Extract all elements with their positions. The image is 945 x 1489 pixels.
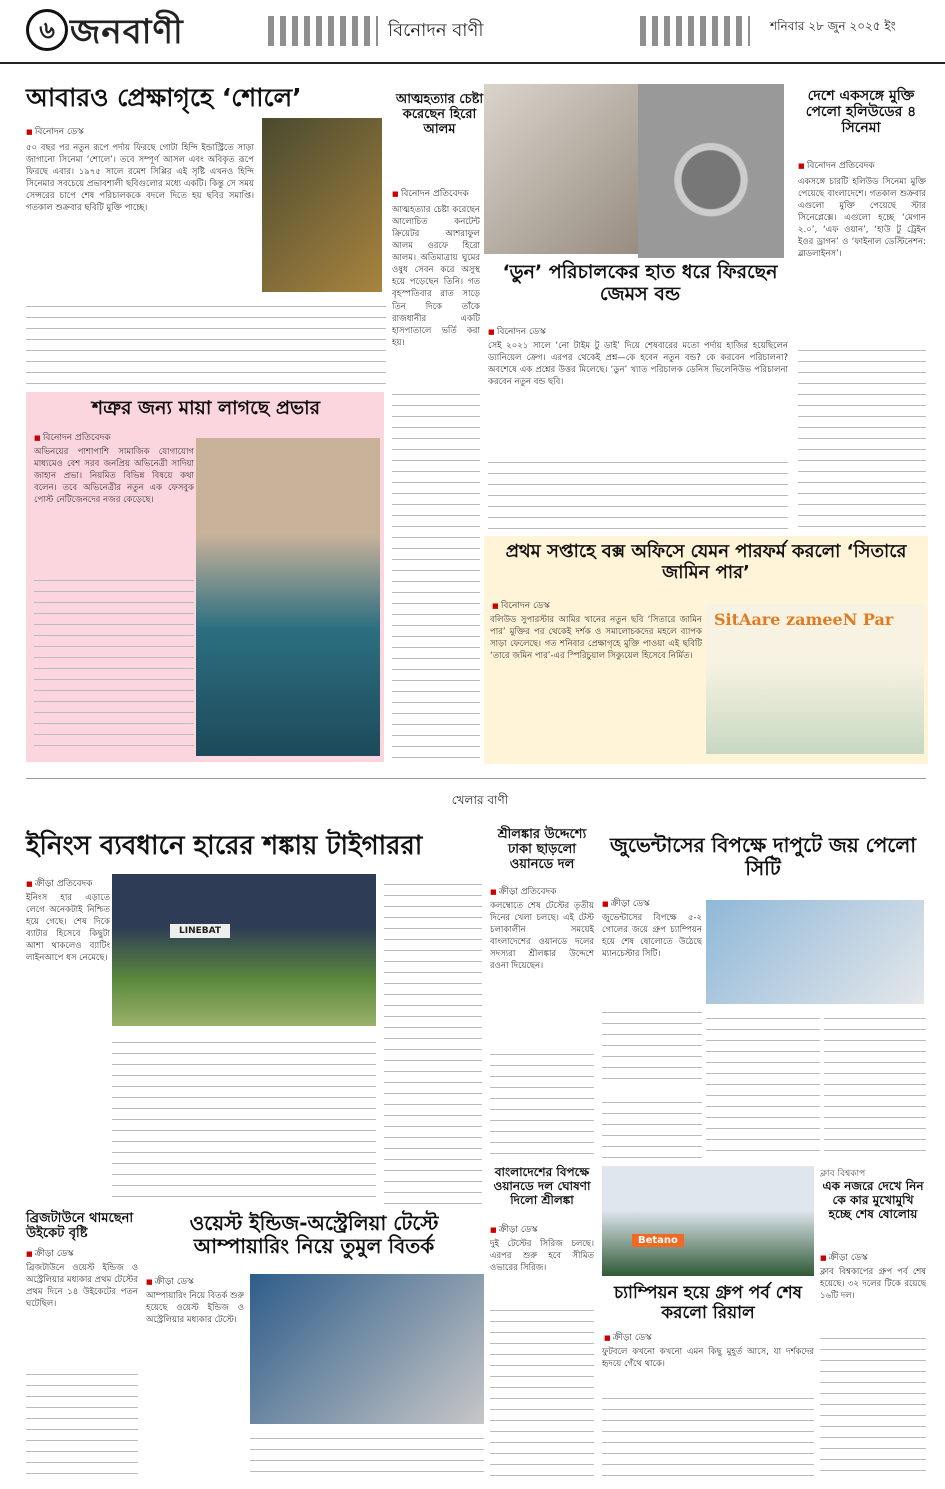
byline: ■ বিনোদন ডেস্ক bbox=[26, 124, 84, 139]
headline-real: চ্যাম্পিয়ন হয়ে গ্রুপ পর্ব শেষ করলো রিয়াল bbox=[613, 1283, 803, 1323]
kicker: ক্লাব বিশ্বকাপ bbox=[820, 1169, 866, 1179]
issue-date: শনিবার ২৮ জুন ২০২৫ ইং bbox=[770, 19, 896, 33]
headline-sitaare: প্রথম সপ্তাহে বক্স অফিসে যেমন পারফর্ম করলো ‘সিতারে জামিন পার’ bbox=[505, 541, 907, 583]
article-body-continued bbox=[488, 452, 788, 532]
article-body: বলিউড সুপারস্টার আমির খানের নতুন ছবি ‘সিতারে জামিন পার’ মুক্তির পর থেকেই দর্শক ও সমালোচকদের মহলে ব্যাপক সাড়া ফেলেছে। গত শনিবার প্রেক্ষাগৃহে মুক্তি পাওয়া এই ছবিটি ‘তারে জমিন পার’-এর স্পিরিচুয়াল সিক্যুয়েল হিসেবে নির্মিত। bbox=[490, 615, 702, 662]
filmstrip-icon bbox=[640, 16, 750, 46]
byline: ■ বিনোদন ডেস্ক bbox=[492, 598, 550, 613]
headline-james-bond: ‘ডুন’ পরিচালকের হাত ধরে ফিরছেন জেমস বন্ড bbox=[502, 261, 778, 305]
article-body: কলম্বোতে শেষ টেস্টের তৃতীয় দিনের খেলা চলছে। এই টেস্ট চলাকালীন সময়েই বাংলাদেশের ওয়ানডে দলের সদস্যরা শ্রীলঙ্কার উদ্দেশে রওনা দিয়েছেন। bbox=[490, 901, 594, 972]
umpire-photo bbox=[250, 1274, 484, 1424]
byline: ■ ক্রীড়া ডেস্ক bbox=[490, 1222, 538, 1237]
sholay-photo bbox=[262, 118, 382, 292]
article-body-continued bbox=[34, 570, 194, 756]
article-body-continued bbox=[602, 1388, 814, 1476]
headline-hollywood: দেশে একসঙ্গে মুক্তি পেলো হলিউডের ৪ সিনেমা bbox=[805, 88, 917, 137]
cricket-photo bbox=[112, 874, 376, 1026]
article-body-continued bbox=[112, 1032, 376, 1206]
byline: ■ বিনোদন ডেস্ক bbox=[488, 324, 546, 339]
article-body-continued bbox=[706, 1008, 820, 1158]
byline: ■ বিনোদন প্রতিবেদক bbox=[34, 430, 111, 445]
byline: ■ ক্রীড়া ডেস্ক bbox=[146, 1274, 194, 1289]
article-body: ক্লাব বিশ্বকাপের গ্রুপ পর্ব শেষ হয়েছে। ৩২ দলের টিকে রয়েছে ১৬টি দল। bbox=[820, 1267, 926, 1302]
byline: ■ ক্রীড়া প্রতিবেদক bbox=[490, 884, 557, 899]
real-madrid-photo bbox=[602, 1166, 814, 1276]
article-body-continued bbox=[26, 1364, 138, 1476]
headline-srilanka-departure: শ্রীলঙ্কার উদ্দেশ্যে ঢাকা ছাড়লো ওয়ানডে দল bbox=[497, 827, 587, 872]
headline-hero-alom: আত্মহত্যার চেষ্টা করেছেন হিরো আলম bbox=[395, 92, 484, 137]
divider bbox=[26, 778, 926, 779]
prova-photo bbox=[196, 438, 380, 756]
james-bond-collage bbox=[638, 84, 784, 258]
article-body-continued bbox=[250, 1428, 484, 1476]
article-body-continued bbox=[602, 1092, 702, 1158]
article-body-continued bbox=[384, 874, 482, 1206]
article-body: ফুটবলে কখনো কখনো এমন কিছু মুহূর্ত আসে, যা দর্শকদের হৃদয়ে গেঁথে থাকে। bbox=[602, 1347, 814, 1370]
byline: ■ বিনোদন প্রতিবেদক bbox=[392, 186, 469, 201]
article-body-continued bbox=[824, 1008, 926, 1158]
article-body: দুই টেস্টের সিরিজ চলছে। এরপর শুরু হবে সীমিত ওভারের সিরিজ। bbox=[490, 1239, 594, 1274]
article-body-continued bbox=[602, 1002, 702, 1088]
byline: ■ বিনোদন প্রতিবেদক bbox=[798, 158, 875, 173]
article-body-continued bbox=[490, 1044, 594, 1160]
byline: ■ ক্রীড়া ডেস্ক bbox=[820, 1250, 868, 1265]
section-title: বিনোদন বাণী bbox=[388, 20, 484, 41]
headline-tigers: ইনিংস ব্যবধানে হারের শঙ্কায় টাইগাররা bbox=[26, 831, 423, 861]
headline-prova: শত্রুর জন্য মায়া লাগছে প্রভার bbox=[91, 397, 321, 419]
article-body-continued bbox=[26, 296, 386, 384]
article-body: জুভেন্টাসের বিপক্ষে ৫-২ গোলের জয়ে গ্রুপ চ্যাম্পিয়ন হয়ে শেষ ষোলোতে উঠেছে ম্যানচেস্টার সিটি। bbox=[602, 913, 702, 960]
filmstrip-icon bbox=[268, 16, 378, 46]
article-body: সেই ২০২১ সালে ‘নো টাইম টু ডাই’ দিয়ে শেষবারের মতো পর্দায় হাজির হয়েছিলেন ড্যানিয়েল ক্রেগ। এরপর থেকেই প্রশ্ন—কে হবেন নতুন বন্ড? কে করবেন পরিচালনা? অবশেষে এক প্রশ্নের উত্তর মিলেছে। ‘ডুন’ খ্যাত পরিচালক ডেনিস ভিলেনিউভ পরিচালনা করবেন নতুন বন্ড ছবি। bbox=[488, 341, 788, 388]
article-body: আম্পায়ারিং নিয়ে বিতর্ক শুরু হয়েছে ওয়েস্ট ইন্ডিজ ও অস্ট্রেলিয়ার মধ্যকার টেস্টে। bbox=[146, 1291, 244, 1326]
article-body: ইনিংস হার এড়াতে লেগে অনেকটাই নিশ্চিত হয়ে গেছে। শেষ দিকে ব্যাটার হিসেবে কিছুটা আশা থাকলেও ব্যাটিং লাইনআপে ধস নেমেছে। bbox=[26, 893, 110, 964]
byline: ■ ক্রীড়া ডেস্ক bbox=[604, 1330, 652, 1345]
headline-city: জুভেন্টাসের বিপক্ষে দাপুটে জয় পেলো সিটি bbox=[609, 833, 917, 880]
article-body-continued bbox=[490, 1300, 594, 1476]
article-body-continued bbox=[798, 340, 926, 536]
byline: ■ ক্রীড়া ডেস্ক bbox=[602, 896, 650, 911]
sports-section-title: খেলার বাণী bbox=[451, 793, 509, 807]
headline-club-wc: এক নজরে দেখে নিন কে কার মুখোমুখি হচ্ছে শেষ ষোলোয় bbox=[822, 1179, 924, 1221]
poster-title: SitAare zameeN Par bbox=[714, 610, 894, 629]
headline-sholay: আবারও প্রেক্ষাগৃহে ‘শোলে’ bbox=[26, 83, 302, 112]
ad-board: Betano bbox=[632, 1234, 684, 1247]
article-body: অভিনয়ের পাশাপাশি সামাজিক যোগাযোগ মাধ্যমেও বেশ সরব জনপ্রিয় অভিনেত্রী সাদিয়া জাহান প্রভা। নিয়মিত বিভিন্ন বিষয়ে কথা বলেন। তবে অভিনেত্রীর নতুন এক ফেসবুক পোস্ট নেটিজেনদের নজর কেড়েছে। bbox=[34, 447, 194, 506]
ad-board: LINEBAT bbox=[170, 924, 230, 938]
headline-srilanka-squad: বাংলাদেশের বিপক্ষে ওয়ানডে দল ঘোষণা দিলো শ্রীলঙ্কা bbox=[493, 1165, 591, 1207]
city-photo bbox=[706, 900, 924, 1004]
newspaper-logo: জনবাণী bbox=[70, 12, 184, 52]
byline: ■ ক্রীড়া ডেস্ক bbox=[26, 1246, 74, 1261]
headline-bridgetown: ব্রিজটাউনে থামছেনা উইকেট বৃষ্টি bbox=[26, 1211, 134, 1241]
headline-umpiring: ওয়েস্ট ইন্ডিজ-অস্ট্রেলিয়া টেস্টে আম্পায়ারিং নিয়ে তুমুল বিতর্ক bbox=[189, 1211, 439, 1258]
sitaare-poster bbox=[706, 604, 924, 754]
article-body-continued bbox=[820, 1328, 926, 1476]
article-body: ব্রিজটাউনে ওয়েস্ট ইন্ডিজ ও অস্ট্রেলিয়ার মধ্যকার প্রথম টেস্টের প্রথম দিনে ১৪ উইকেটের পতন ঘটেছিল। bbox=[26, 1263, 138, 1310]
article-body: একসঙ্গে চারটি হলিউড সিনেমা মুক্তি পেয়েছে বাংলাদেশে। গতকাল শুক্রবার এগুলো মুক্তি পেয়েছে স্টার সিনেপ্লেক্সে। এগুলো হচ্ছে ‘মেগান ২.০’, ‘এফ ওয়ান’, ‘হাউ টু ট্রেইন ইওর ড্রাগন’ ও ‘ফাইনাল ডেস্টিনেশন: ব্লাডলাইনস’। bbox=[798, 177, 926, 260]
page-number: ৬ bbox=[26, 9, 68, 51]
byline: ■ ক্রীড়া প্রতিবেদক bbox=[26, 876, 93, 891]
article-body: আত্মহত্যার চেষ্টা করেছেন আলোচিত কনটেন্ট ক্রিয়েটর আশরাফুল আলম ওরফে হিরো আলম। অতিমাত্রায় ঘুমের ওষুধ সেবন করে অসুস্থ হয়ে পড়েছেন তিনি। গত বৃহস্পতিবার রাত সাড়ে তিন দিকে তাঁকে রাজধানীর একটি হাসপাতালে ভর্তি করা হয়। bbox=[392, 205, 480, 348]
article-body-continued bbox=[392, 384, 480, 764]
article-body: ৫০ বছর পর নতুন রূপে পর্দায় ফিরছে গোটা হিন্দি ইন্ডাস্ট্রিতে সাড়া জাগানো সিনেমা ‘শোলে’। তবে সম্পূর্ণ আসল এবং অবিকৃত রূপে ফিরছে এবার। ১৯৭৫ সালে রমেশ সিপ্পির এই সৃষ্টি এখনও হিন্দি সিনেমার সবচেয়ে প্রভাবশালী ছবিগুলোর মধ্যে একটি। কিন্তু সে সময় সেন্সরের চাপে শেষ পরিচালককে বদলে দিতে হয় ছবির সমাপ্তি। গতকাল শুক্রবার ছবিটি মুক্তি পাচ্ছে। bbox=[26, 143, 254, 214]
